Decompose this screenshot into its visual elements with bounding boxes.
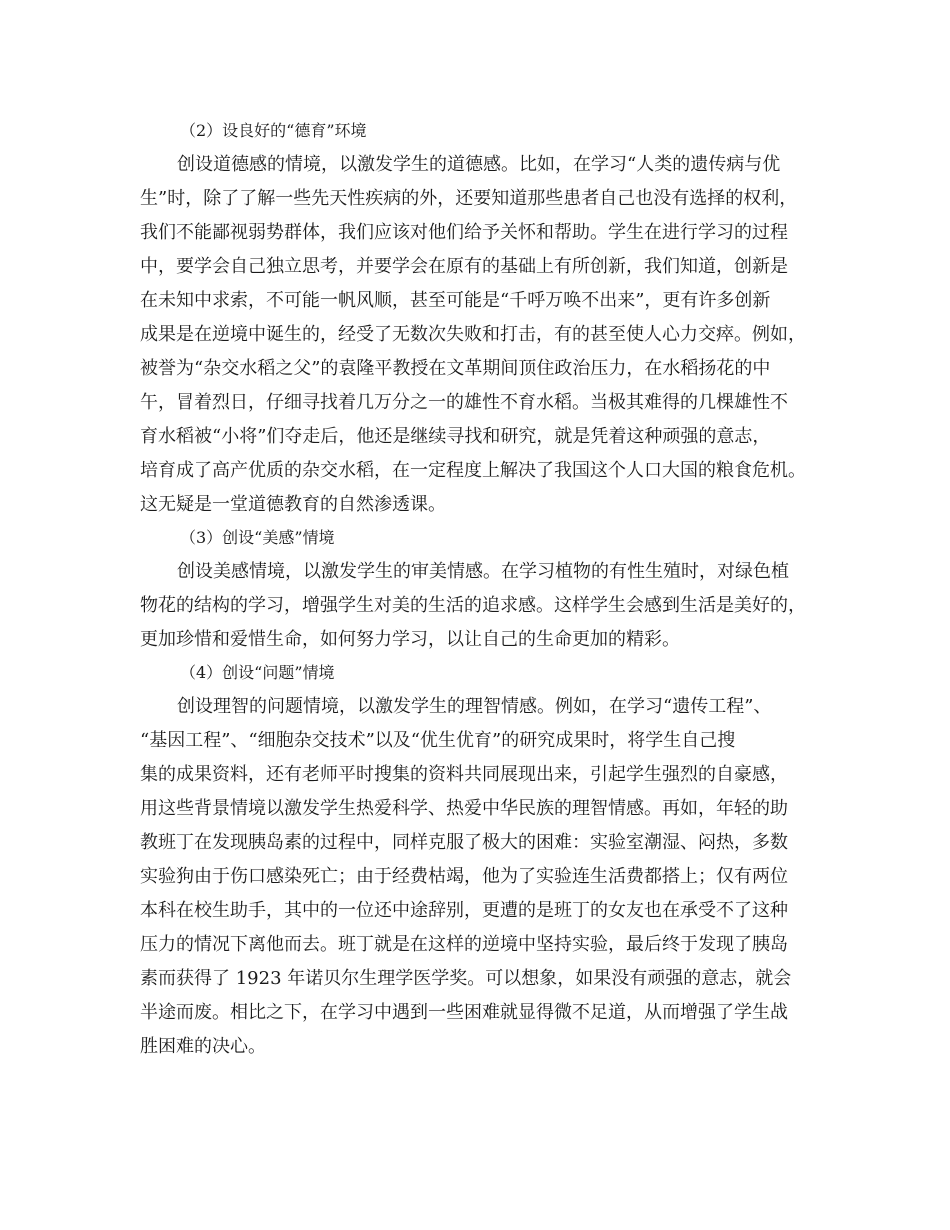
paragraph-line: 午，冒着烈日，仔细寻找着几万分之一的雄性不育水稻。当极其难得的几棵雄性不 bbox=[140, 392, 788, 413]
paragraph-line: 创设美感情境，以激发学生的审美情感。在学习植物的有性生殖时，对绿色植 bbox=[177, 561, 789, 582]
paragraph-line: 半途而废。相比之下，在学习中遇到一些困难就显得微不足道，从而增强了学生战 bbox=[140, 1002, 788, 1023]
paragraph-line: 我们不能鄙视弱势群体，我们应该对他们给予关怀和帮助。学生在进行学习的过程 bbox=[140, 222, 788, 243]
paragraph-line: 育水稻被“小将”们夺走后，他还是继续寻找和研究，就是凭着这种顽强的意志， bbox=[140, 426, 771, 447]
paragraph-line: “基因工程”、“细胞杂交技术”以及“优生优育”的研究成果时，将学生自己搜 bbox=[140, 730, 736, 751]
section-heading-2: （2）设良好的“德育”环境 bbox=[180, 121, 367, 140]
paragraph-line: 创设理智的问题情境，以激发学生的理智情感。例如，在学习“遗传工程”、 bbox=[177, 696, 772, 717]
paragraph-line: 集的成果资料，还有老师平时搜集的资料共同展现出来，引起学生强烈的自豪感， bbox=[140, 764, 788, 785]
section-heading-4: （4）创设“问题”情境 bbox=[180, 663, 335, 682]
paragraph-line: 更加珍惜和爱惜生命，如何努力学习，以让自己的生命更加的精彩。 bbox=[140, 629, 680, 650]
paragraph-line: 生”时，除了了解一些先天性疾病的外，还要知道那些患者自己也没有选择的权利， bbox=[140, 188, 798, 209]
paragraph-line: 被誉为“杂交水稻之父”的袁隆平教授在文革期间顶住政治压力，在水稻扬花的中 bbox=[140, 358, 771, 379]
paragraph-line: 实验狗由于伤口感染死亡；由于经费枯竭，他为了实验连生活费都搭上；仅有两位 bbox=[140, 866, 788, 887]
paragraph-line: 培育成了高产优质的杂交水稻，在一定程度上解决了我国这个人口大国的粮食危机。 bbox=[140, 460, 806, 481]
paragraph-line: 成果是在逆境中诞生的，经受了无数次失败和打击，有的甚至使人心力交瘁。例如， bbox=[140, 324, 806, 345]
paragraph-line: 用这些背景情境以激发学生热爱科学、热爱中华民族的理智情感。再如，年轻的助 bbox=[140, 798, 788, 819]
paragraph-line: 这无疑是一堂道德教育的自然渗透课。 bbox=[140, 494, 446, 515]
paragraph-line: 素而获得了 1923 年诺贝尔生理学医学奖。可以想象，如果没有顽强的意志，就会 bbox=[140, 968, 792, 989]
paragraph-line: 在未知中求索，不可能一帆风顺，甚至可能是“千呼万唤不出来”，更有许多创新 bbox=[140, 290, 771, 311]
paragraph-line: 物花的结构的学习，增强学生对美的生活的追求感。这样学生会感到生活是美好的， bbox=[140, 595, 806, 616]
paragraph-line: 教班丁在发现胰岛素的过程中，同样克服了极大的困难：实验室潮湿、闷热，多数 bbox=[140, 832, 788, 853]
paragraph-line: 胜困难的决心。 bbox=[140, 1036, 266, 1057]
paragraph-line: 创设道德感的情境，以激发学生的道德感。比如，在学习“人类的遗传病与优 bbox=[177, 154, 781, 175]
paragraph-line: 中，要学会自己独立思考，并要学会在原有的基础上有所创新，我们知道，创新是 bbox=[140, 256, 788, 277]
paragraph-line: 本科在校生助手，其中的一位还中途辞别，更遭的是班丁的女友也在承受不了这种 bbox=[140, 900, 788, 921]
section-heading-3: （3）创设“美感”情境 bbox=[180, 528, 335, 547]
paragraph-line: 压力的情况下离他而去。班丁就是在这样的逆境中坚持实验，最后终于发现了胰岛 bbox=[140, 934, 788, 955]
